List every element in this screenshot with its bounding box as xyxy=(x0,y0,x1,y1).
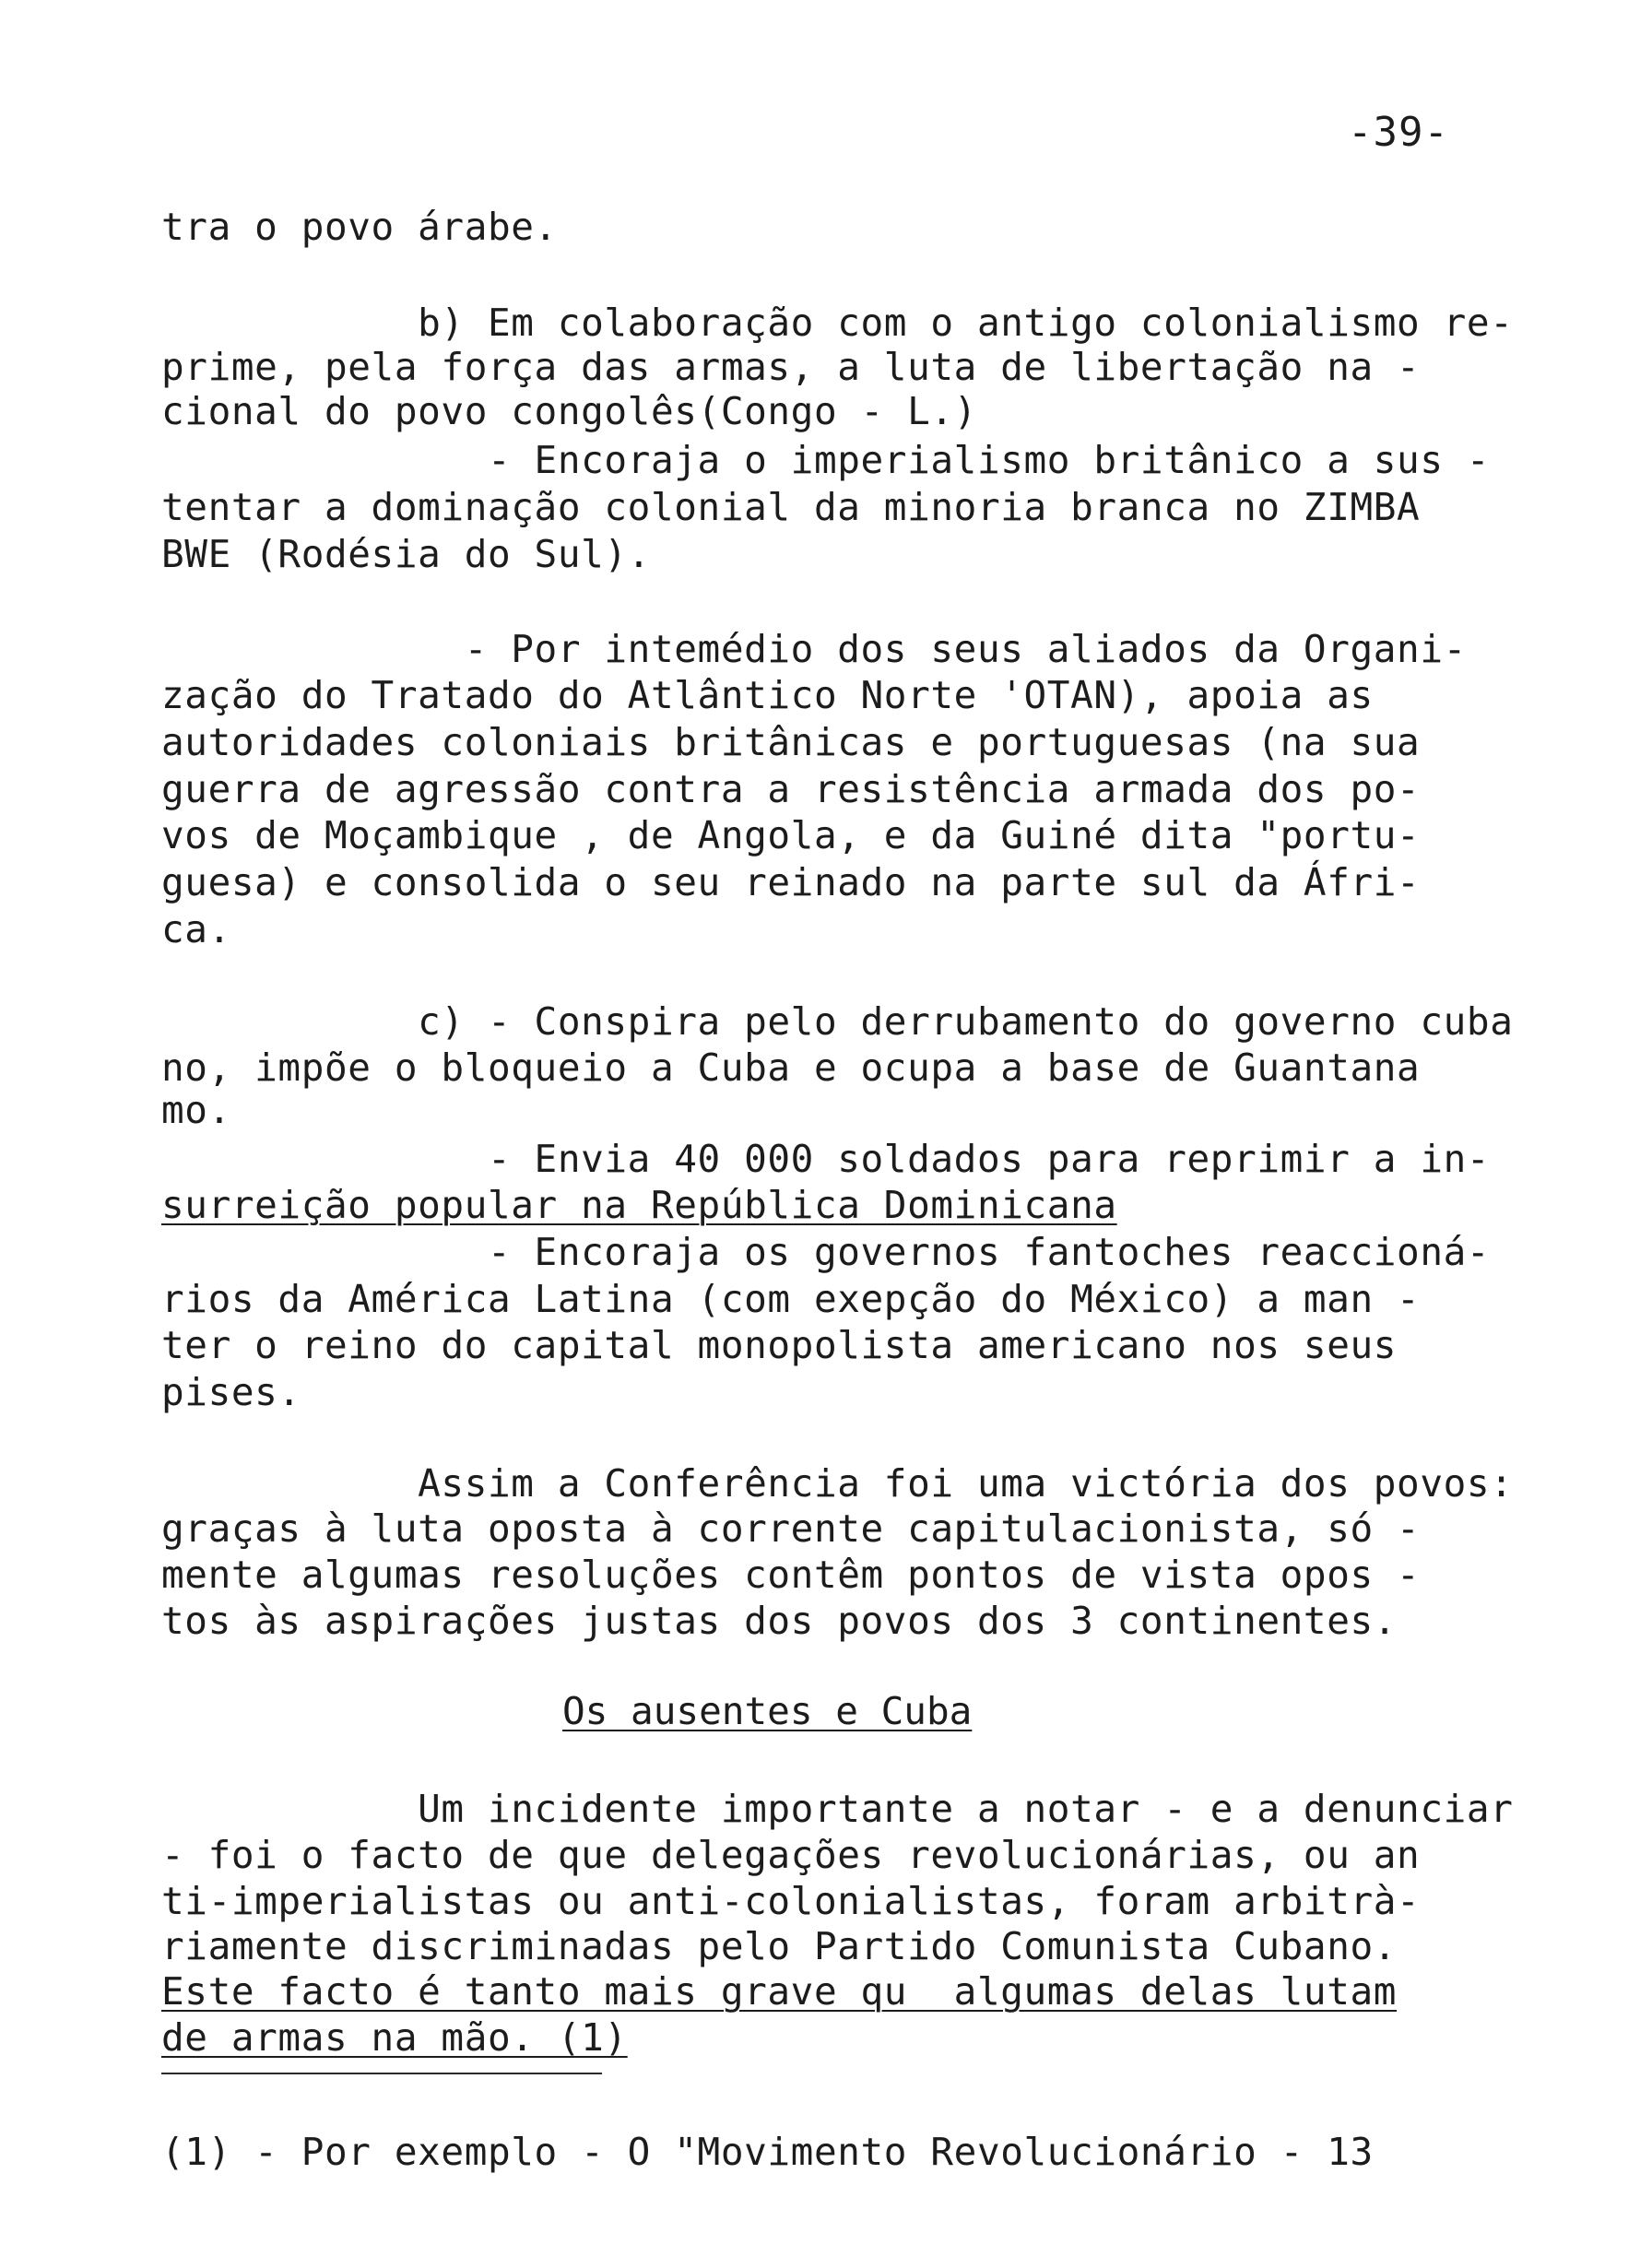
text-line: c) - Conspira pelo derrubamento do governo cuba xyxy=(161,999,1514,1044)
text-line: mo. xyxy=(161,1088,231,1132)
text-line: - Envia 40 000 soldados para reprimir a in- xyxy=(161,1137,1491,1181)
text-line: Este facto é tanto mais grave qu algumas delas lutam xyxy=(161,1969,1398,2014)
text-line: prime, pela força das armas, a luta de libertação na - xyxy=(161,345,1421,389)
text-line: ter o reino do capital monopolista americano nos seus xyxy=(161,1323,1398,1367)
text-line: vos de Moçambique , de Angola, e da Guiné dita "portu- xyxy=(161,813,1421,857)
text-line: b) Em colaboração com o antigo colonialismo re- xyxy=(161,301,1514,345)
section-heading: Os ausentes e Cuba xyxy=(562,1689,973,1733)
text-line: graças à luta oposta à corrente capitulacionista, só - xyxy=(161,1506,1421,1551)
text-line: surreição popular na República Dominicana xyxy=(161,1183,1117,1227)
text-line: de armas na mão. (1) xyxy=(161,2015,628,2060)
text-line: riamente discriminadas pelo Partido Comunista Cubano. xyxy=(161,1924,1398,1968)
text-line: Um incidente importante a notar - e a denunciar xyxy=(161,1787,1514,1831)
text-line: cional do povo congolês(Congo - L.) xyxy=(161,389,977,433)
text-line: - Por intemédio dos seus aliados da Organi- xyxy=(161,627,1467,671)
text-line: ti-imperialistas ou anti-colonialistas, foram arbitrà- xyxy=(161,1879,1421,1923)
text-line: - Encoraja os governos fantoches reaccioná- xyxy=(161,1230,1491,1274)
text-line: - foi o facto de que delegações revolucionárias, ou an xyxy=(161,1833,1421,1877)
text-line: pises. xyxy=(161,1370,301,1414)
text-line: guerra de agressão contra a resistência armada dos po- xyxy=(161,767,1421,811)
text-line: Assim a Conferência foi uma victória dos povos: xyxy=(161,1461,1514,1506)
text-line: tentar a dominação colonial da minoria branca no ZIMBA xyxy=(161,485,1421,529)
footnote: (1) - Por exemplo - O "Movimento Revolucionário - 13 xyxy=(161,2130,1374,2174)
text-line: guesa) e consolida o seu reinado na parte sul da Áfri- xyxy=(161,860,1421,904)
text-line: zação do Tratado do Atlântico Norte 'OTAN), apoia as xyxy=(161,673,1374,717)
text-line: rios da América Latina (com exepção do México) a man - xyxy=(161,1277,1421,1321)
text-line: ca. xyxy=(161,907,231,951)
text-line: tra o povo árabe. xyxy=(161,205,558,249)
text-line: autoridades coloniais britânicas e portuguesas (na sua xyxy=(161,720,1421,764)
text-line: BWE (Rodésia do Sul). xyxy=(161,532,651,576)
text-line: - Encoraja o imperialismo britânico a sus - xyxy=(161,438,1491,482)
text-line: tos às aspirações justas dos povos dos 3 continentes. xyxy=(161,1599,1398,1643)
text-line: no, impõe o bloqueio a Cuba e ocupa a base de Guantana xyxy=(161,1045,1421,1090)
text-line: mente algumas resoluções contêm pontos de vista opos - xyxy=(161,1553,1421,1597)
page-number: -39- xyxy=(1348,109,1449,156)
footnote-separator xyxy=(161,2073,602,2074)
